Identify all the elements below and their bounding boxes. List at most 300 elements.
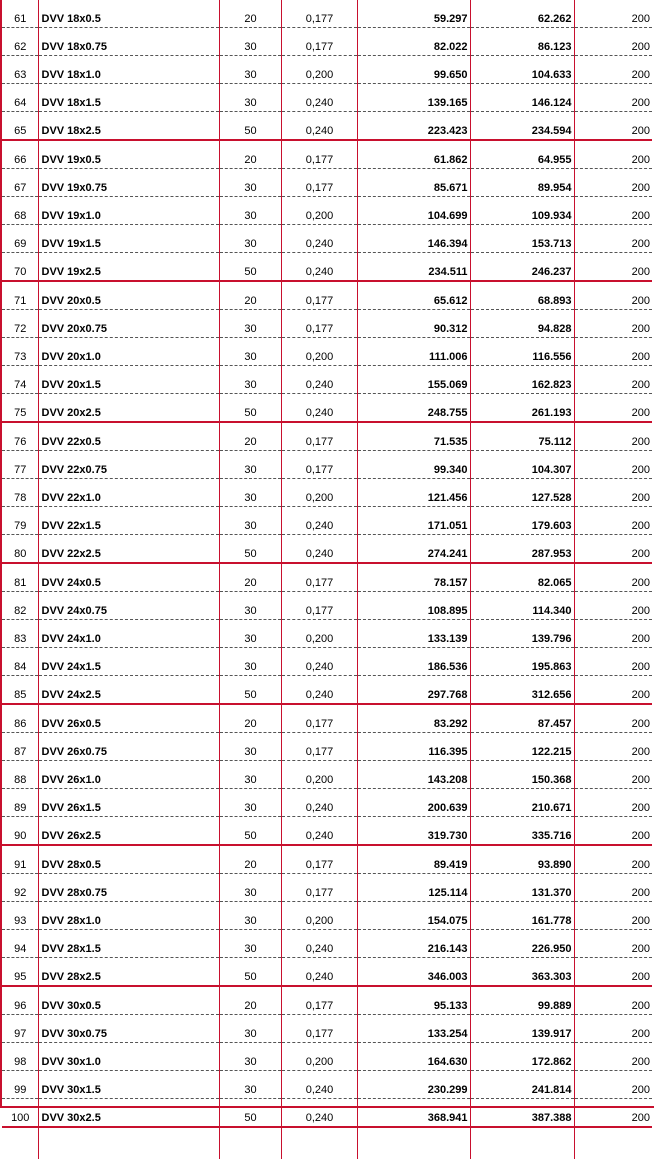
pack-size-cell: 200	[574, 845, 652, 874]
price-cell: 155.069	[357, 366, 470, 394]
price-vat-cell: 82.065	[470, 563, 574, 592]
table-row	[2, 648, 652, 676]
price-cell: 133.254	[357, 1015, 470, 1043]
thickness-cell: 0,177	[281, 140, 357, 169]
pack-size-cell: 200	[574, 1015, 652, 1043]
table-row	[2, 84, 652, 112]
table-row	[2, 1015, 652, 1043]
price-cell: 125.114	[357, 874, 470, 902]
product-name: DVV 24x0.75	[38, 592, 219, 620]
quantity-cell: 30	[219, 761, 281, 789]
table-row	[2, 338, 652, 366]
price-vat-cell: 172.862	[470, 1043, 574, 1071]
product-name: DVV 28x1.5	[38, 930, 219, 958]
product-name: DVV 20x2.5	[38, 394, 219, 423]
price-cell: 108.895	[357, 592, 470, 620]
price-cell: 59.297	[357, 0, 470, 28]
row-number: 69	[2, 225, 38, 253]
quantity-cell: 30	[219, 733, 281, 761]
table-row	[2, 394, 652, 423]
pack-size-cell: 200	[574, 789, 652, 817]
row-number: 73	[2, 338, 38, 366]
thickness-cell: 0,240	[281, 84, 357, 112]
thickness-cell: 0,240	[281, 1071, 357, 1099]
table-row	[2, 592, 652, 620]
quantity-cell: 50	[219, 535, 281, 564]
price-vat-cell: 94.828	[470, 310, 574, 338]
price-cell: 95.133	[357, 986, 470, 1015]
price-cell: 65.612	[357, 281, 470, 310]
thickness-cell: 0,200	[281, 197, 357, 225]
row-number: 82	[2, 592, 38, 620]
quantity-cell: 50	[219, 253, 281, 282]
price-cell: 346.003	[357, 958, 470, 987]
quantity-cell: 30	[219, 366, 281, 394]
price-vat-cell: 234.594	[470, 112, 574, 141]
product-name: DVV 20x0.5	[38, 281, 219, 310]
price-cell: 164.630	[357, 1043, 470, 1071]
price-vat-cell: 93.890	[470, 845, 574, 874]
table-row	[2, 986, 652, 1015]
quantity-cell: 20	[219, 704, 281, 733]
table-row	[2, 930, 652, 958]
table-row	[2, 310, 652, 338]
price-vat-cell: 75.112	[470, 422, 574, 451]
product-name: DVV 30x2.5	[38, 1099, 219, 1128]
row-number: 78	[2, 479, 38, 507]
thickness-cell: 0,240	[281, 1099, 357, 1128]
price-vat-cell: 161.778	[470, 902, 574, 930]
pack-size-cell: 200	[574, 451, 652, 479]
price-cell: 319.730	[357, 817, 470, 846]
quantity-cell: 30	[219, 28, 281, 56]
thickness-cell: 0,177	[281, 592, 357, 620]
product-name: DVV 19x0.5	[38, 140, 219, 169]
price-cell: 143.208	[357, 761, 470, 789]
pack-size-cell: 200	[574, 648, 652, 676]
product-name: DVV 30x1.5	[38, 1071, 219, 1099]
price-vat-cell: 146.124	[470, 84, 574, 112]
price-vat-cell: 114.340	[470, 592, 574, 620]
pack-size-cell: 200	[574, 507, 652, 535]
table-row	[2, 676, 652, 705]
product-name: DVV 18x2.5	[38, 112, 219, 141]
thickness-cell: 0,177	[281, 986, 357, 1015]
row-number: 93	[2, 902, 38, 930]
table-row	[2, 789, 652, 817]
price-vat-cell: 89.954	[470, 169, 574, 197]
row-number: 67	[2, 169, 38, 197]
row-number: 61	[2, 0, 38, 28]
price-cell: 121.456	[357, 479, 470, 507]
table-row	[2, 225, 652, 253]
thickness-cell: 0,177	[281, 281, 357, 310]
price-vat-cell: 64.955	[470, 140, 574, 169]
row-number: 68	[2, 197, 38, 225]
price-vat-cell: 312.656	[470, 676, 574, 705]
table-row	[2, 281, 652, 310]
product-name: DVV 26x0.5	[38, 704, 219, 733]
empty-cell	[574, 1127, 652, 1159]
price-cell: 248.755	[357, 394, 470, 423]
quantity-cell: 30	[219, 56, 281, 84]
price-cell: 78.157	[357, 563, 470, 592]
table-row	[2, 958, 652, 987]
row-number: 71	[2, 281, 38, 310]
pack-size-cell: 200	[574, 620, 652, 648]
pack-size-cell: 200	[574, 281, 652, 310]
price-cell: 111.006	[357, 338, 470, 366]
row-number: 72	[2, 310, 38, 338]
thickness-cell: 0,177	[281, 704, 357, 733]
row-number: 83	[2, 620, 38, 648]
row-number: 94	[2, 930, 38, 958]
price-cell: 90.312	[357, 310, 470, 338]
quantity-cell: 50	[219, 112, 281, 141]
thickness-cell: 0,240	[281, 366, 357, 394]
product-name: DVV 22x1.5	[38, 507, 219, 535]
quantity-cell: 50	[219, 676, 281, 705]
pack-size-cell: 200	[574, 28, 652, 56]
table-row	[2, 902, 652, 930]
price-vat-cell: 62.262	[470, 0, 574, 28]
product-name: DVV 30x0.75	[38, 1015, 219, 1043]
price-cell: 139.165	[357, 84, 470, 112]
price-vat-cell: 122.215	[470, 733, 574, 761]
thickness-cell: 0,200	[281, 620, 357, 648]
quantity-cell: 30	[219, 507, 281, 535]
pack-size-cell: 200	[574, 704, 652, 733]
price-vat-cell: 139.917	[470, 1015, 574, 1043]
price-cell: 154.075	[357, 902, 470, 930]
price-vat-cell: 210.671	[470, 789, 574, 817]
product-name: DVV 26x1.5	[38, 789, 219, 817]
row-number: 76	[2, 422, 38, 451]
pack-size-cell: 200	[574, 986, 652, 1015]
pack-size-cell: 200	[574, 563, 652, 592]
product-name: DVV 22x0.5	[38, 422, 219, 451]
table-row	[2, 169, 652, 197]
product-name: DVV 19x2.5	[38, 253, 219, 282]
quantity-cell: 30	[219, 1043, 281, 1071]
price-table	[2, 0, 652, 1159]
table-row	[2, 1043, 652, 1071]
table-row	[2, 507, 652, 535]
table-row	[2, 56, 652, 84]
price-cell: 116.395	[357, 733, 470, 761]
product-name: DVV 30x1.0	[38, 1043, 219, 1071]
row-number: 63	[2, 56, 38, 84]
product-name: DVV 18x1.0	[38, 56, 219, 84]
row-number: 80	[2, 535, 38, 564]
thickness-cell: 0,177	[281, 169, 357, 197]
row-number: 85	[2, 676, 38, 705]
quantity-cell: 30	[219, 874, 281, 902]
row-number: 95	[2, 958, 38, 987]
pack-size-cell: 200	[574, 366, 652, 394]
row-number: 64	[2, 84, 38, 112]
table-row	[2, 620, 652, 648]
price-cell: 216.143	[357, 930, 470, 958]
table-row	[2, 253, 652, 282]
quantity-cell: 30	[219, 451, 281, 479]
pack-size-cell: 200	[574, 310, 652, 338]
pack-size-cell: 200	[574, 1099, 652, 1128]
thickness-cell: 0,177	[281, 733, 357, 761]
pack-size-cell: 200	[574, 422, 652, 451]
empty-cell	[357, 1127, 470, 1159]
thickness-cell: 0,177	[281, 0, 357, 28]
price-cell: 186.536	[357, 648, 470, 676]
row-number: 91	[2, 845, 38, 874]
price-vat-cell: 226.950	[470, 930, 574, 958]
row-number: 84	[2, 648, 38, 676]
quantity-cell: 30	[219, 197, 281, 225]
table-row	[2, 1071, 652, 1099]
thickness-cell: 0,177	[281, 845, 357, 874]
price-vat-cell: 116.556	[470, 338, 574, 366]
pack-size-cell: 200	[574, 733, 652, 761]
pack-size-cell: 200	[574, 140, 652, 169]
empty-cell	[219, 1127, 281, 1159]
row-number: 92	[2, 874, 38, 902]
quantity-cell: 20	[219, 0, 281, 28]
pack-size-cell: 200	[574, 84, 652, 112]
pack-size-cell: 200	[574, 479, 652, 507]
thickness-cell: 0,240	[281, 535, 357, 564]
price-vat-cell: 241.814	[470, 1071, 574, 1099]
row-number: 90	[2, 817, 38, 846]
table-row	[2, 817, 652, 846]
price-vat-cell: 104.633	[470, 56, 574, 84]
quantity-cell: 50	[219, 958, 281, 987]
pack-size-cell: 200	[574, 676, 652, 705]
price-cell: 223.423	[357, 112, 470, 141]
empty-cell	[2, 1127, 38, 1159]
price-cell: 85.671	[357, 169, 470, 197]
quantity-cell: 50	[219, 817, 281, 846]
quantity-cell: 20	[219, 563, 281, 592]
pack-size-cell: 200	[574, 0, 652, 28]
pack-size-cell: 200	[574, 592, 652, 620]
price-vat-cell: 109.934	[470, 197, 574, 225]
quantity-cell: 20	[219, 845, 281, 874]
price-cell: 71.535	[357, 422, 470, 451]
price-vat-cell: 195.863	[470, 648, 574, 676]
product-name: DVV 24x2.5	[38, 676, 219, 705]
price-cell: 104.699	[357, 197, 470, 225]
quantity-cell: 30	[219, 648, 281, 676]
quantity-cell: 30	[219, 620, 281, 648]
price-cell: 89.419	[357, 845, 470, 874]
pack-size-cell: 200	[574, 902, 652, 930]
product-name: DVV 20x1.5	[38, 366, 219, 394]
product-name: DVV 19x1.0	[38, 197, 219, 225]
row-number: 75	[2, 394, 38, 423]
thickness-cell: 0,177	[281, 451, 357, 479]
product-name: DVV 24x1.5	[38, 648, 219, 676]
product-name: DVV 26x1.0	[38, 761, 219, 789]
product-name: DVV 20x0.75	[38, 310, 219, 338]
price-cell: 83.292	[357, 704, 470, 733]
price-vat-cell: 68.893	[470, 281, 574, 310]
table-row	[2, 366, 652, 394]
quantity-cell: 30	[219, 592, 281, 620]
table-row	[2, 451, 652, 479]
price-cell: 99.650	[357, 56, 470, 84]
price-vat-cell: 387.388	[470, 1099, 574, 1128]
pack-size-cell: 200	[574, 874, 652, 902]
table-row	[2, 197, 652, 225]
table-row	[2, 479, 652, 507]
pack-size-cell: 200	[574, 253, 652, 282]
product-name: DVV 26x2.5	[38, 817, 219, 846]
price-vat-cell: 335.716	[470, 817, 574, 846]
thickness-cell: 0,240	[281, 253, 357, 282]
quantity-cell: 20	[219, 422, 281, 451]
price-vat-cell: 104.307	[470, 451, 574, 479]
row-number: 96	[2, 986, 38, 1015]
thickness-cell: 0,177	[281, 874, 357, 902]
pack-size-cell: 200	[574, 338, 652, 366]
price-vat-cell: 139.796	[470, 620, 574, 648]
pack-size-cell: 200	[574, 169, 652, 197]
table-row	[2, 874, 652, 902]
price-vat-cell: 87.457	[470, 704, 574, 733]
thickness-cell: 0,240	[281, 676, 357, 705]
product-name: DVV 18x1.5	[38, 84, 219, 112]
pack-size-cell: 200	[574, 197, 652, 225]
quantity-cell: 20	[219, 281, 281, 310]
row-number: 88	[2, 761, 38, 789]
quantity-cell: 30	[219, 479, 281, 507]
quantity-cell: 20	[219, 140, 281, 169]
row-number: 86	[2, 704, 38, 733]
price-vat-cell: 86.123	[470, 28, 574, 56]
product-name: DVV 22x0.75	[38, 451, 219, 479]
table-row	[2, 761, 652, 789]
price-vat-cell: 261.193	[470, 394, 574, 423]
empty-cell	[470, 1127, 574, 1159]
pack-size-cell: 200	[574, 1071, 652, 1099]
price-vat-cell: 99.889	[470, 986, 574, 1015]
product-name: DVV 19x0.75	[38, 169, 219, 197]
quantity-cell: 30	[219, 902, 281, 930]
thickness-cell: 0,200	[281, 1043, 357, 1071]
thickness-cell: 0,240	[281, 930, 357, 958]
quantity-cell: 30	[219, 1015, 281, 1043]
table-row	[2, 422, 652, 451]
price-vat-cell: 153.713	[470, 225, 574, 253]
thickness-cell: 0,200	[281, 56, 357, 84]
table-row	[2, 140, 652, 169]
pack-size-cell: 200	[574, 958, 652, 987]
price-cell: 61.862	[357, 140, 470, 169]
product-name: DVV 20x1.0	[38, 338, 219, 366]
row-number: 97	[2, 1015, 38, 1043]
row-number: 62	[2, 28, 38, 56]
quantity-cell: 30	[219, 789, 281, 817]
thickness-cell: 0,200	[281, 761, 357, 789]
pack-size-cell: 200	[574, 56, 652, 84]
table-row	[2, 733, 652, 761]
row-number: 65	[2, 112, 38, 141]
row-number: 70	[2, 253, 38, 282]
thickness-cell: 0,240	[281, 789, 357, 817]
quantity-cell: 30	[219, 225, 281, 253]
thickness-cell: 0,177	[281, 1015, 357, 1043]
thickness-cell: 0,200	[281, 338, 357, 366]
quantity-cell: 30	[219, 930, 281, 958]
table-row	[2, 704, 652, 733]
quantity-cell: 20	[219, 986, 281, 1015]
product-name: DVV 22x2.5	[38, 535, 219, 564]
quantity-cell: 50	[219, 1099, 281, 1128]
product-name: DVV 30x0.5	[38, 986, 219, 1015]
thickness-cell: 0,240	[281, 507, 357, 535]
price-cell: 99.340	[357, 451, 470, 479]
row-number: 89	[2, 789, 38, 817]
product-name: DVV 28x2.5	[38, 958, 219, 987]
pack-size-cell: 200	[574, 225, 652, 253]
quantity-cell: 30	[219, 84, 281, 112]
table-row	[2, 563, 652, 592]
thickness-cell: 0,177	[281, 563, 357, 592]
product-name: DVV 24x0.5	[38, 563, 219, 592]
price-vat-cell: 179.603	[470, 507, 574, 535]
thickness-cell: 0,240	[281, 225, 357, 253]
row-number: 87	[2, 733, 38, 761]
empty-cell	[281, 1127, 357, 1159]
pack-size-cell: 200	[574, 112, 652, 141]
thickness-cell: 0,240	[281, 112, 357, 141]
table-row	[2, 0, 652, 28]
table-row	[2, 535, 652, 564]
thickness-cell: 0,177	[281, 28, 357, 56]
product-name: DVV 19x1.5	[38, 225, 219, 253]
row-number: 81	[2, 563, 38, 592]
quantity-cell: 30	[219, 338, 281, 366]
thickness-cell: 0,240	[281, 648, 357, 676]
thickness-cell: 0,200	[281, 479, 357, 507]
empty-cell	[38, 1127, 219, 1159]
row-number: 77	[2, 451, 38, 479]
row-number: 99	[2, 1071, 38, 1099]
product-name: DVV 28x0.5	[38, 845, 219, 874]
quantity-cell: 30	[219, 169, 281, 197]
row-number: 74	[2, 366, 38, 394]
price-vat-cell: 127.528	[470, 479, 574, 507]
pack-size-cell: 200	[574, 817, 652, 846]
price-vat-cell: 246.237	[470, 253, 574, 282]
pack-size-cell: 200	[574, 1043, 652, 1071]
price-vat-cell: 131.370	[470, 874, 574, 902]
product-name: DVV 26x0.75	[38, 733, 219, 761]
pack-size-cell: 200	[574, 394, 652, 423]
row-number: 79	[2, 507, 38, 535]
thickness-cell: 0,240	[281, 394, 357, 423]
thickness-cell: 0,177	[281, 310, 357, 338]
pack-size-cell: 200	[574, 761, 652, 789]
price-cell: 297.768	[357, 676, 470, 705]
pack-size-cell: 200	[574, 535, 652, 564]
price-vat-cell: 150.368	[470, 761, 574, 789]
quantity-cell: 30	[219, 310, 281, 338]
quantity-cell: 30	[219, 1071, 281, 1099]
price-cell: 234.511	[357, 253, 470, 282]
empty-row	[2, 1127, 652, 1159]
price-cell: 274.241	[357, 535, 470, 564]
